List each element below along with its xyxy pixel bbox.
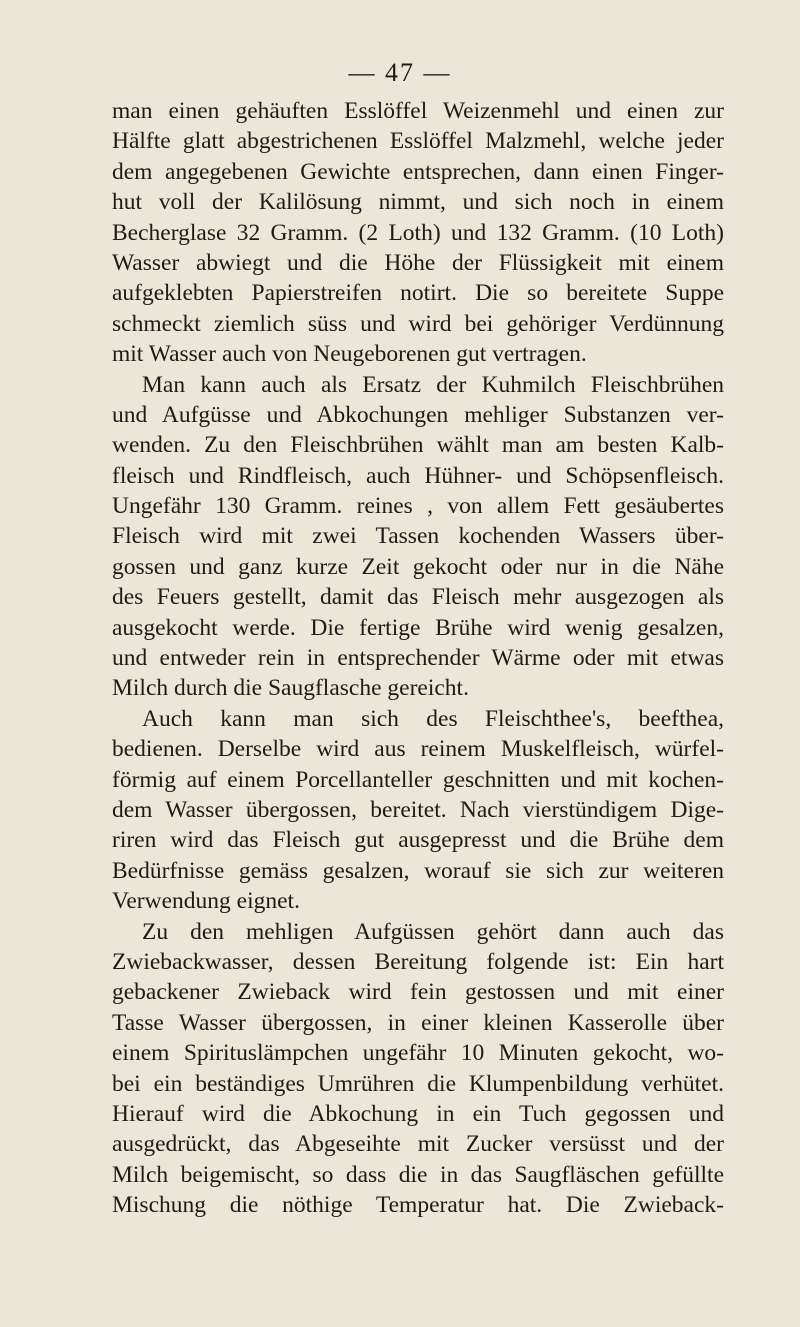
text-line: riren wird das Fleisch gut ausgepresst und die Brühe dem xyxy=(112,827,724,854)
text-line: bedienen. Derselbe wird aus reinem Muskelfleisch, würfel- xyxy=(112,736,724,763)
text-line: Wasser abwiegt und die Höhe der Flüssigkeit mit einem xyxy=(112,249,724,276)
text-line: förmig auf einem Porcellanteller geschnitten und mit kochen- xyxy=(112,766,724,793)
text-line: gossen und ganz kurze Zeit gekocht oder nur in die Nähe xyxy=(112,553,724,580)
text-line: fleisch und Rindfleisch, auch Hühner- und Schöpsenfleisch. xyxy=(112,462,724,489)
body-text xyxy=(112,96,724,1220)
text-line: Milch beigemischt, so dass die in das Saugfläschen gefüllte xyxy=(112,1161,724,1188)
text-line: bei ein beständiges Umrühren die Klumpenbildung verhütet. xyxy=(112,1070,724,1097)
text-line: und Aufgüsse und Abkochungen mehliger Substanzen ver- xyxy=(112,401,724,428)
text-line: Tasse Wasser übergossen, in einer kleinen Kasserolle über xyxy=(112,1009,724,1036)
text-line: wenden. Zu den Fleischbrühen wählt man am besten Kalb- xyxy=(112,432,724,459)
text-line: Fleisch wird mit zwei Tassen kochenden Wassers über- xyxy=(112,523,724,550)
text-line: ausgedrückt, das Abgeseihte mit Zucker versüsst und der xyxy=(112,1131,724,1158)
text-line: ausgekocht werde. Die fertige Brühe wird wenig gesalzen, xyxy=(112,614,724,641)
text-line: Verwendung eignet. xyxy=(112,888,300,915)
text-line: dem angegebenen Gewichte entsprechen, dann einen Finger- xyxy=(112,158,724,185)
text-line: des Feuers gestellt, damit das Fleisch mehr ausgezogen als xyxy=(112,584,724,611)
text-line: Mischung die nöthige Temperatur hat. Die Zwieback- xyxy=(112,1192,724,1219)
text-line: Zu den mehligen Aufgüssen gehört dann auch das xyxy=(142,918,724,945)
text-line: mit Wasser auch von Neugeborenen gut vertragen. xyxy=(112,341,587,368)
text-line: einem Spirituslämpchen ungefähr 10 Minuten gekocht, wo- xyxy=(112,1040,724,1067)
page-number: — 47 — xyxy=(348,58,452,87)
text-line: schmeckt ziemlich süss und wird bei gehöriger Verdünnung xyxy=(112,310,724,337)
text-line: Hälfte glatt abgestrichenen Esslöffel Malzmehl, welche jeder xyxy=(112,128,724,155)
text-line: aufgeklebten Papierstreifen notirt. Die so bereitete Suppe xyxy=(112,280,724,307)
text-line: dem Wasser übergossen, bereitet. Nach vierstündigem Dige- xyxy=(112,796,724,823)
text-line: hut voll der Kalilösung nimmt, und sich noch in einem xyxy=(112,189,724,216)
text-line: gebackener Zwieback wird fein gestossen und mit einer xyxy=(112,979,724,1006)
text-line: Auch kann man sich des Fleischthee's, beefthea, xyxy=(142,705,724,732)
text-line: Man kann auch als Ersatz der Kuhmilch Fleischbrühen xyxy=(142,371,724,398)
text-line: Hierauf wird die Abkochung in ein Tuch gegossen und xyxy=(112,1100,724,1127)
text-line: und entweder rein in entsprechender Wärme oder mit etwas xyxy=(112,645,724,672)
text-line: Ungefähr 130 Gramm. reines , von allem Fett gesäubertes xyxy=(112,493,724,520)
text-line: man einen gehäuften Esslöffel Weizenmehl und einen zur xyxy=(112,98,724,124)
text-line: Becherglase 32 Gramm. (2 Loth) und 132 Gramm. (10 Loth) xyxy=(112,219,724,246)
text-line: Bedürfnisse gemäss gesalzen, worauf sie sich zur weiteren xyxy=(112,857,724,884)
text-line: Milch durch die Saugflasche gereicht. xyxy=(112,675,469,702)
text-line: Zwiebackwasser, dessen Bereitung folgende ist: Ein hart xyxy=(112,948,724,975)
